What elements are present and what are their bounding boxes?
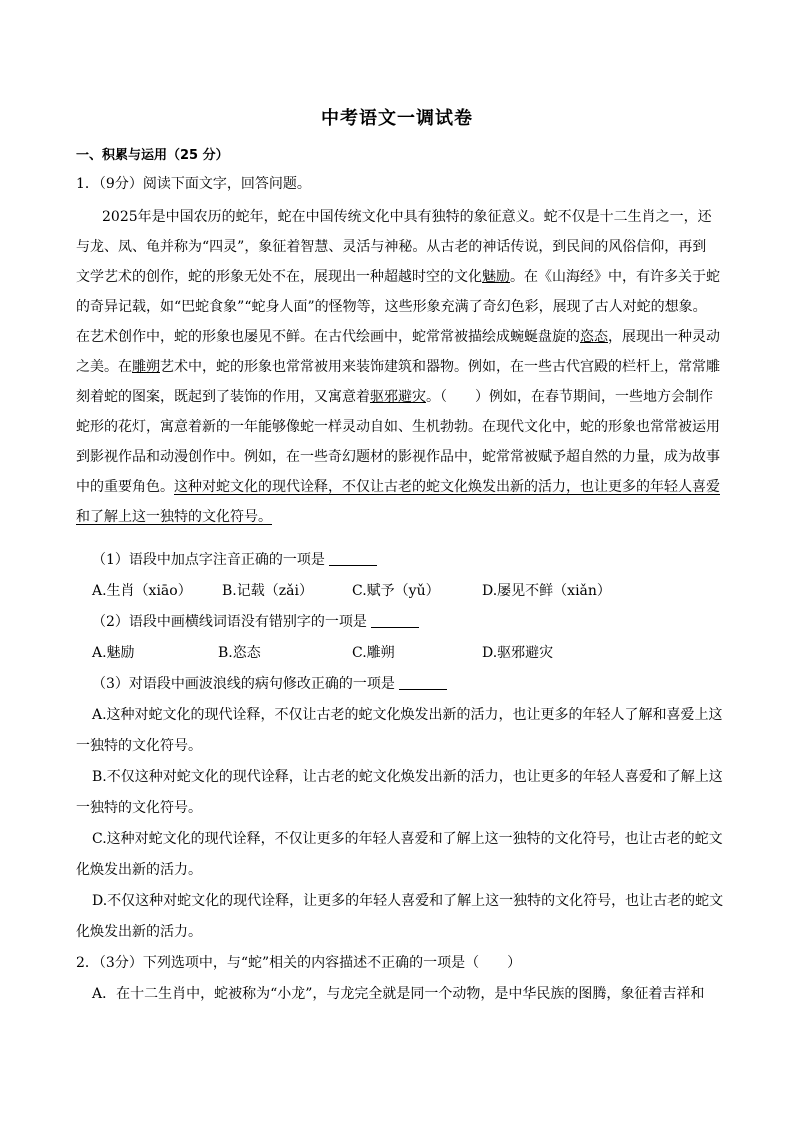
underlined-word-diaoshuo: 雕朔 (132, 359, 160, 375)
sub-question-3-stem: （3）对语段中画波浪线的病句修改正确的一项是 (92, 676, 395, 692)
page-title: 中考语文一调试卷 (321, 108, 473, 129)
option-3c-line1: C.这种对蛇文化的现代诠释，不仅让更多的年轻人喜爱和了解上这一独特的文化符号，也让古老的蛇文 (92, 831, 723, 847)
underlined-word-quxie: 驱邪避灾 (370, 389, 426, 405)
passage-text-2: 。在《山海经》中，有许多关于蛇的奇异记载，如“巴蛇食象”“蛇身人面”的怪物等，这些形象充满了奇幻色彩，展现了古人对蛇的想象。在艺术创作中，蛇的形象也屡见不鲜。在古代绘画中，蛇常常被描绘成蜿蜒盘旋的 (76, 269, 720, 345)
passage-text-1: 2025年是中国农历的蛇年，蛇在中国传统文化中具有独特的象征意义。蛇不仅是十二生肖之一，还与龙、凤、龟并称为“四灵”，象征着智慧、灵活与神秘。从古老的神话传说，到民间的风俗信仰，再到文学艺术的创作，蛇的形象无处不在，展现出一种超越时空的文化 (76, 209, 712, 285)
passage-text-5: 。（ ）例如，在春节期间，一些地方会制作蛇形的花灯，寓意着新的一年能够像蛇一样灵动自如、生机勃勃。在现代文化中，蛇的形象也常常被运用到影视作品和动漫创作中。例如，在一些奇幻题材的影视作品中，蛇常常被赋予超自然的力量，成为故事中的重要角色。 (76, 389, 720, 495)
sub-question-2-stem: （2）语段中画横线词语没有错别字的一项是 (92, 614, 367, 630)
question-1-stem: 1．（9分）阅读下面文字，回答问题。 (76, 176, 311, 192)
underlined-word-zitai: 恣态 (580, 329, 608, 345)
option-3d-line1: D.不仅这种对蛇文化的现代诠释，让更多的年轻人喜爱和了解上这一独特的文化符号，也让古老的蛇文 (92, 893, 724, 909)
option-3d-line2: 化焕发出新的活力。 (76, 924, 202, 940)
option-1a: A.生肖（xiāo） (92, 583, 192, 599)
question-2-stem: 2．（3分）下列选项中，与“蛇”相关的内容描述不正确的一项是（ ） (76, 955, 522, 971)
underlined-word-meili: 魅励 (482, 269, 510, 285)
answer-blank (329, 551, 377, 566)
option-3a-line1: A.这种对蛇文化的现代诠释，不仅让古老的蛇文化焕发出新的活力，也让更多的年轻人了解和喜爱上这 (92, 707, 723, 723)
reading-passage (76, 202, 720, 532)
option-2c: C.雕朔 (352, 645, 395, 661)
option-1b: B.记载（zǎi） (222, 583, 313, 599)
answer-blank (399, 675, 447, 690)
sub-question-1-stem: （1）语段中加点字注音正确的一项是 (92, 552, 325, 568)
option-2b: B.恣态 (218, 645, 261, 661)
wavy-underlined-sentence: 这种对蛇文化的现代诠释，不仅让古老的蛇文化焕发出新的活力，也让更多的年轻人喜爱和了解上这一独特的文化符号。 (76, 479, 720, 525)
passage-text-3: ，展现出一种灵动之美。在 (76, 329, 720, 375)
option-3b-line1: B.不仅这种对蛇文化的现代诠释，让古老的蛇文化焕发出新的活力，也让更多的年轻人喜爱和了解上这 (92, 769, 723, 785)
sub-question-3 (92, 674, 742, 694)
option-3a-line2: 一独特的文化符号。 (76, 738, 202, 754)
option-2d: D.驱邪避灾 (482, 645, 554, 661)
section-heading: 一、积累与运用（25 分） (76, 148, 229, 163)
option-1d: D.屡见不鲜（xiǎn） (482, 583, 611, 599)
option-3b-line2: 一独特的文化符号。 (76, 800, 202, 816)
option-1c: C.赋予（yǔ） (352, 583, 440, 599)
sub-question-1 (92, 550, 742, 570)
question-2-option-a: A．在十二生肖中，蛇被称为“小龙”，与龙完全就是同一个动物，是中华民族的图腾，象征着吉祥和 (92, 986, 705, 1002)
sub-question-2 (92, 612, 742, 632)
passage-text-4: 艺术中，蛇的形象也常常被用来装饰建筑和器物。例如，在一些古代宫殿的栏杆上，常常雕刻着蛇的图案，既起到了装饰的作用，又寓意着 (76, 359, 720, 405)
option-2a: A.魅励 (92, 645, 135, 661)
answer-blank (371, 613, 419, 628)
option-3c-line2: 化焕发出新的活力。 (76, 862, 202, 878)
